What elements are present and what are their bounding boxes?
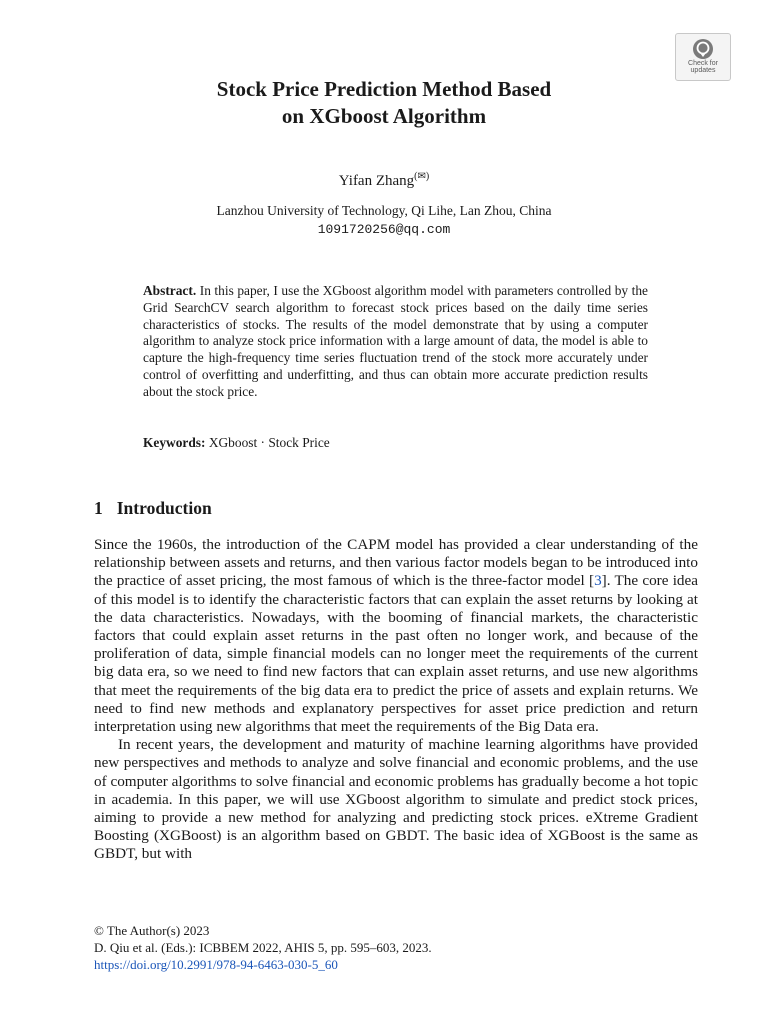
- body-text: [94, 536, 698, 864]
- paper-title: [0, 76, 768, 130]
- abstract-label: Abstract.: [143, 283, 197, 298]
- title-line-2: on XGboost Algorithm: [281, 104, 487, 128]
- author-name: Yifan Zhang: [338, 173, 415, 189]
- keywords-label: Keywords:: [143, 435, 206, 450]
- author: [0, 167, 768, 191]
- abstract: [143, 283, 648, 401]
- section-number: 1: [94, 498, 103, 518]
- copyright: © The Author(s) 2023: [94, 923, 210, 938]
- title-line-1: Stock Price Prediction Method Based: [216, 77, 552, 101]
- badge-label-1: Check for: [688, 60, 718, 67]
- section-heading: [94, 497, 212, 519]
- author-email[interactable]: 1091720256@qq.com: [317, 222, 451, 237]
- check-for-updates-icon: [692, 38, 714, 60]
- email-marker[interactable]: (✉): [414, 171, 430, 182]
- badge-label-2: updates: [690, 67, 716, 74]
- citation-info: D. Qiu et al. (Eds.): ICBBEM 2022, AHIS 5, pp. 595–603, 2023.: [94, 940, 432, 955]
- footer: [94, 922, 432, 973]
- paragraph-1-text-b: ]. The core idea of this model is to identify the characteristic factors that can explain the asset returns by looking at the data characteristics. Nowadays, with the booming of financial markets, the characteristic factors that could explain asset returns in the past often no longer work, and because of the proliferation of data, simple financial models can no longer meet the requirements of the current big data era, so we need to find new factors that can explain asset returns, and use new algorithms that meet the requirements of the big data era to predict the price of assets and explain returns. We need to find new methods and explanatory perspectives for asset price prediction and return interpretation using new algorithms that meet the requirements of the Big Data era.: [94, 572, 698, 736]
- keywords-text: XGboost · Stock Price: [208, 435, 330, 450]
- affiliation: Lanzhou University of Technology, Qi Lihe, Lan Zhou, China: [216, 203, 552, 218]
- check-for-updates-badge[interactable]: [675, 33, 731, 81]
- paragraph-2: In recent years, the development and maturity of machine learning algorithms have provided new perspectives and methods to analyze and solve financial and economic problems, and the use of computer algorithms to solve financial and economic problems has gradually become a hot topic in academia. In this paper, we will use XGboost algorithm to simulate and predict stock prices, aiming to provide a new method for analyzing and predicting stock prices. eXtreme Gradient Boosting (XGBoost) is an algorithm based on GBDT. The basic idea of XGBoost is the same as GBDT, but with: [94, 736, 698, 863]
- paragraph-1-text-a: Since the 1960s, the introduction of the CAPM model has provided a clear understanding of the relationship between assets and returns, and then various factor models began to be introduced into the practice of asset pricing, the most famous of which is the three-factor model [: [94, 536, 698, 590]
- citation-link[interactable]: 3: [594, 572, 602, 590]
- paragraph-1: [94, 536, 698, 736]
- section-title: Introduction: [116, 498, 212, 518]
- keywords: [143, 434, 330, 451]
- abstract-text: In this paper, I use the XGboost algorithm model with parameters controlled by the Grid SearchCV search algorithm to forecast stock prices based on the daily time series characteristics of stocks. The results of the model demonstrate that by using a computer algorithm to analyze stock price information with a large amount of data, the model is able to capture the high-frequency time series fluctuation trend of the stock more accurately under control of overfitting and underfitting, and thus can obtain more accurate prediction results about the stock price.: [143, 283, 648, 399]
- doi-link[interactable]: https://doi.org/10.2991/978-94-6463-030-5_60: [94, 957, 338, 972]
